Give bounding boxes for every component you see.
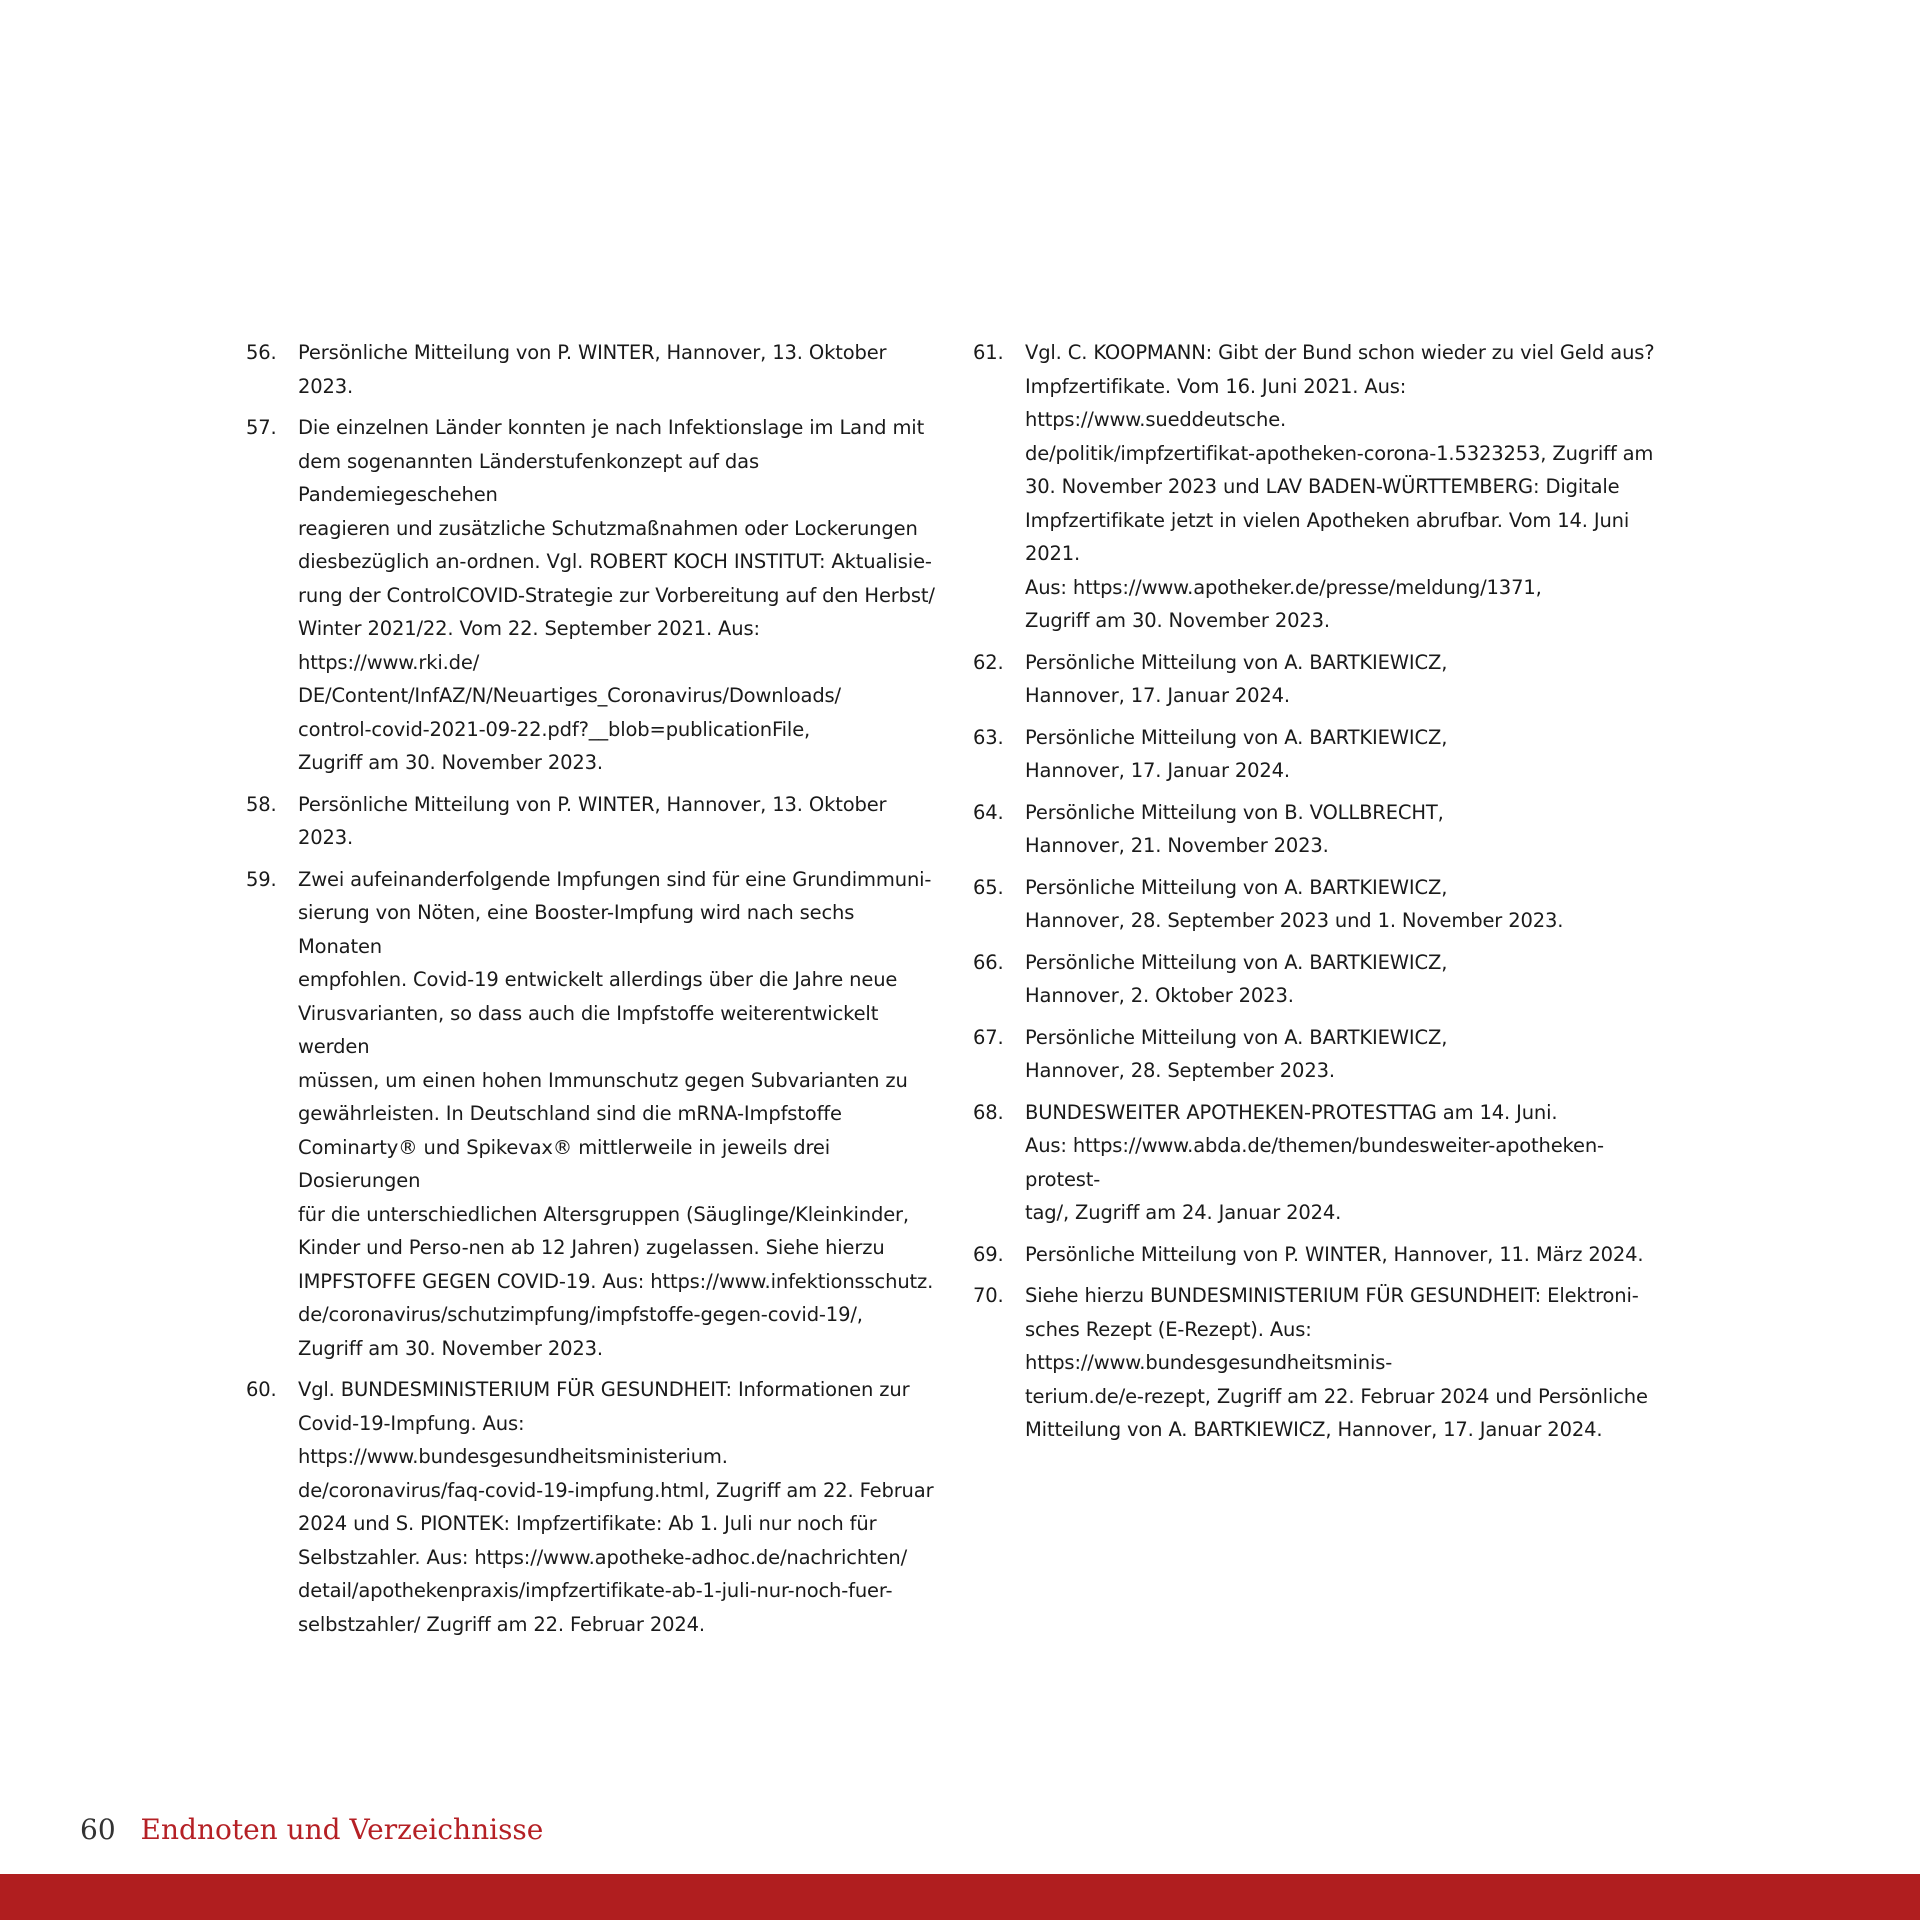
page-number: 60 <box>80 1813 116 1846</box>
endnote-number: 60. <box>246 1378 277 1401</box>
endnote-number: 56. <box>246 341 277 364</box>
endnote-text: Zwei aufeinanderfolgende Impfungen sind für eine Grundimmuni- sierung von Nöten, eine Booster-Impfung wird nach sechs Monaten empfohlen. Covid-19 entwickelt allerdings über die Jahre neue Virusvarianten, so dass auch die Impfstoffe weiterentwickelt werden müssen, um einen hohen Immunschutz gegen Subvarianten zu gewährleisten. In Deutschland sind die mRNA-Impfstoffe Cominarty® und Spikevax® mittlerweile in jeweils drei Dosierungen für die unterschiedlichen Altersgruppen (Säuglinge/Kleinkinder, Kinder und Perso-nen ab 12 Jahren) zugelassen. Siehe hierzu IMPFSTOFFE GEGEN COVID-19. Aus: https://www.infektionsschutz. de/coronavirus/schutzimpfung/impfstoffe-gegen-covid-19/, Zugriff am 30. November 2023. <box>298 867 934 1360</box>
endnote-68 <box>973 1096 1673 1230</box>
endnote-text: Persönliche Mitteilung von P. WINTER, Hannover, 13. Oktober 2023. <box>298 341 887 398</box>
endnote-text: Persönliche Mitteilung von P. WINTER, Hannover, 11. März 2024. <box>1025 1242 1644 1266</box>
endnote-number: 66. <box>973 950 1004 974</box>
endnote-number: 69. <box>973 1242 1004 1266</box>
endnote-69 <box>973 1238 1673 1272</box>
endnote-64 <box>973 796 1673 863</box>
bottom-color-bar <box>0 1874 1920 1920</box>
endnote-70 <box>973 1279 1673 1447</box>
endnote-65 <box>973 871 1673 938</box>
endnote-text: BUNDESWEITER APOTHEKEN-PROTESTTAG am 14. Juni. Aus: https://www.abda.de/themen/bundesweiter-apotheken-protest- tag/, Zugriff am 24. Januar 2024. <box>1025 1100 1604 1224</box>
endnote-number: 68. <box>973 1100 1004 1124</box>
endnote-number: 61. <box>973 341 1004 364</box>
endnote-number: 64. <box>973 800 1004 824</box>
endnote-text: Vgl. C. KOOPMANN: Gibt der Bund schon wieder zu viel Geld aus? Impfzertifikate. Vom 16. Juni 2021. Aus: https://www.sueddeutsche. de/politik/impfzertifikat-apotheken-corona-1.5323253, Zugriff am 30. November 2023 und LAV BADEN-WÜRTTEMBERG: Digitale Impfzertifikate jetzt in vielen Apotheken abrufbar. Vom 14. Juni 2021. Aus: https://www.apotheker.de/presse/meldung/1371, Zugriff am 30. November 2023. <box>1025 341 1655 632</box>
endnote-58 <box>246 788 940 855</box>
endnote-63 <box>973 721 1673 788</box>
endnote-66 <box>973 946 1673 1013</box>
endnote-text: Vgl. BUNDESMINISTERIUM FÜR GESUNDHEIT: Informationen zur Covid-19-Impfung. Aus: https://www.bundesgesundheitsministerium. de/coronavirus/faq-covid-19-impfung.html, Zugriff am 22. Februar 2024 und S. PIONTEK: Impfzertifikate: Ab 1. Juli nur noch für Selbstzahler. Aus: https://www.apotheke-adhoc.de/nachrichten/ detail/apothekenpraxis/impfzertifikate-ab-1-juli-nur-noch-fuer- selbstzahler/ Zugriff am 22. Februar 2024. <box>298 1378 934 1636</box>
endnote-number: 62. <box>973 650 1004 674</box>
endnote-62 <box>973 646 1673 713</box>
endnote-text: Siehe hierzu BUNDESMINISTERIUM FÜR GESUNDHEIT: Elektroni- sches Rezept (E-Rezept). Aus: https://www.bundesgesundheitsminis- terium.de/e-rezept, Zugriff am 22. Februar 2024 und Persönliche Mitteilung von A. BARTKIEWICZ, Hannover, 17. Januar 2024. <box>1025 1284 1648 1441</box>
page-footer <box>80 1810 543 1850</box>
endnote-text: Persönliche Mitteilung von A. BARTKIEWICZ, Hannover, 2. Oktober 2023. <box>1025 950 1448 1007</box>
endnote-number: 58. <box>246 792 277 816</box>
section-title: Endnoten und Verzeichnisse <box>140 1813 544 1846</box>
endnote-number: 65. <box>973 875 1004 899</box>
endnote-60 <box>246 1373 940 1641</box>
endnote-text: Persönliche Mitteilung von P. WINTER, Hannover, 13. Oktober 2023. <box>298 792 887 849</box>
endnote-text: Persönliche Mitteilung von A. BARTKIEWICZ, Hannover, 28. September 2023 und 1. November 2023. <box>1025 875 1564 932</box>
endnote-59 <box>246 863 940 1366</box>
endnote-text: Persönliche Mitteilung von B. VOLLBRECHT, Hannover, 21. November 2023. <box>1025 800 1444 857</box>
endnote-text: Persönliche Mitteilung von A. BARTKIEWICZ, Hannover, 17. Januar 2024. <box>1025 725 1448 782</box>
endnote-text: Die einzelnen Länder konnten je nach Infektionslage im Land mit dem sogenannten Länderstufenkonzept auf das Pandemiegeschehen reagieren und zusätzliche Schutzmaßnahmen oder Lockerungen diesbezüglich an-ordnen. Vgl. ROBERT KOCH INSTITUT: Aktualisie- rung der ControlCOVID-Strategie zur Vorbereitung auf den Herbst/ Winter 2021/22. Vom 22. September 2021. Aus: https://www.rki.de/ DE/Content/InfAZ/N/Neuartiges_Coronavirus/Downloads/ control-covid-2021-09-22.pdf?__blob=publicationFile, Zugriff am 30. November 2023. <box>298 416 935 774</box>
endnote-57 <box>246 411 940 780</box>
endnote-number: 57. <box>246 416 277 439</box>
endnote-number: 67. <box>973 1025 1004 1049</box>
endnotes-column-right <box>973 336 1673 1455</box>
endnote-number: 70. <box>973 1284 1004 1307</box>
endnote-number: 59. <box>246 867 277 891</box>
endnote-56 <box>246 336 940 403</box>
endnotes-column-left <box>246 336 940 1649</box>
endnote-67 <box>973 1021 1673 1088</box>
endnote-text: Persönliche Mitteilung von A. BARTKIEWICZ, Hannover, 28. September 2023. <box>1025 1025 1448 1082</box>
endnote-61 <box>973 336 1673 638</box>
endnote-text: Persönliche Mitteilung von A. BARTKIEWICZ, Hannover, 17. Januar 2024. <box>1025 650 1448 707</box>
endnote-number: 63. <box>973 725 1004 749</box>
